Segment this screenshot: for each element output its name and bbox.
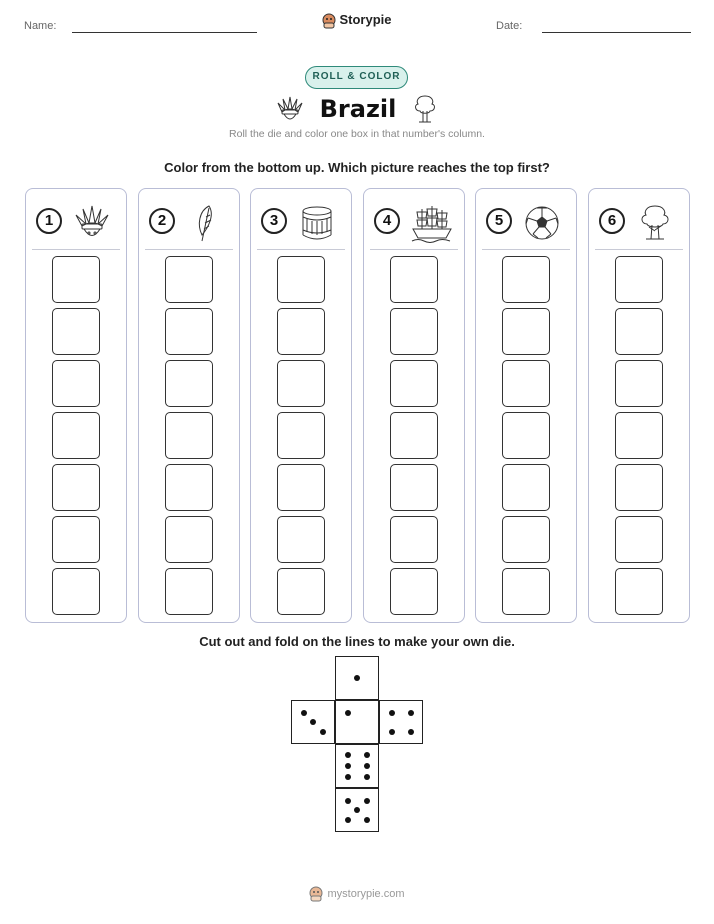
die-face-3	[291, 700, 335, 744]
die-pip	[364, 798, 370, 804]
color-box[interactable]	[277, 412, 325, 459]
column-header	[149, 203, 229, 243]
roll-and-color-badge: ROLL & COLOR	[305, 66, 408, 89]
die-face-1	[335, 656, 379, 700]
brand-logo	[0, 12, 714, 29]
color-box[interactable]	[277, 568, 325, 615]
column-header	[36, 203, 116, 243]
die-pip	[320, 729, 326, 735]
column-number: 1	[36, 208, 62, 234]
color-box[interactable]	[165, 412, 213, 459]
die-face-1	[335, 700, 379, 744]
title-row	[0, 93, 714, 125]
column-divider	[595, 249, 683, 250]
date-line	[542, 32, 691, 33]
die-pip	[364, 774, 370, 780]
color-box[interactable]	[615, 568, 663, 615]
footer	[0, 886, 714, 902]
feather-icon	[185, 203, 225, 243]
color-box[interactable]	[502, 464, 550, 511]
headdress-icon	[275, 93, 305, 125]
die-pip	[301, 710, 307, 716]
color-box[interactable]	[165, 516, 213, 563]
color-box[interactable]	[52, 516, 100, 563]
color-box[interactable]	[502, 308, 550, 355]
color-box[interactable]	[277, 256, 325, 303]
column-number: 6	[599, 208, 625, 234]
column-header	[486, 203, 566, 243]
column-3	[250, 188, 352, 623]
headdress-icon	[72, 203, 112, 243]
color-box[interactable]	[165, 256, 213, 303]
page-title: Brazil	[319, 95, 397, 123]
ship-icon	[410, 203, 454, 243]
color-box[interactable]	[615, 256, 663, 303]
color-box[interactable]	[502, 412, 550, 459]
color-box[interactable]	[165, 360, 213, 407]
color-box[interactable]	[615, 464, 663, 511]
column-divider	[370, 249, 458, 250]
color-box[interactable]	[502, 568, 550, 615]
die-pip	[310, 719, 316, 725]
brand-name: Storypie	[339, 12, 392, 27]
column-header	[599, 203, 679, 243]
die-pip	[364, 763, 370, 769]
die-pip	[345, 817, 351, 823]
color-box[interactable]	[502, 360, 550, 407]
color-box[interactable]	[502, 256, 550, 303]
die-pip	[389, 729, 395, 735]
column-6	[588, 188, 690, 623]
tree-icon	[635, 203, 675, 243]
die-face-5	[335, 788, 379, 832]
color-box[interactable]	[52, 308, 100, 355]
die-face-6	[335, 744, 379, 788]
die-pip	[345, 763, 351, 769]
color-box[interactable]	[390, 256, 438, 303]
color-box[interactable]	[615, 308, 663, 355]
name-line	[72, 32, 257, 33]
column-header	[374, 203, 454, 243]
column-number: 3	[261, 208, 287, 234]
storypie-mascot-icon	[309, 886, 323, 902]
die-pip	[345, 774, 351, 780]
color-box[interactable]	[615, 360, 663, 407]
drum-icon	[297, 203, 337, 243]
die-pip	[364, 752, 370, 758]
die-pip	[389, 710, 395, 716]
column-number: 2	[149, 208, 175, 234]
die-pip	[354, 675, 360, 681]
color-box[interactable]	[390, 412, 438, 459]
color-box[interactable]	[277, 464, 325, 511]
color-box[interactable]	[277, 516, 325, 563]
color-box[interactable]	[390, 568, 438, 615]
color-box[interactable]	[52, 360, 100, 407]
storypie-mascot-icon	[322, 13, 336, 29]
die-pip	[345, 752, 351, 758]
die-pip	[345, 710, 351, 716]
column-divider	[257, 249, 345, 250]
color-box[interactable]	[390, 360, 438, 407]
color-box[interactable]	[52, 256, 100, 303]
die-pip	[354, 807, 360, 813]
soccer-ball-icon	[522, 203, 562, 243]
die-pip	[345, 798, 351, 804]
color-box[interactable]	[502, 516, 550, 563]
subtitle: Roll the die and color one box in that number's column.	[229, 128, 485, 140]
color-box[interactable]	[390, 516, 438, 563]
tree-icon	[411, 93, 439, 125]
column-1	[25, 188, 127, 623]
color-box[interactable]	[615, 516, 663, 563]
column-5	[475, 188, 577, 623]
instruction: Color from the bottom up. Which picture reaches the top first?	[164, 160, 550, 175]
column-header	[261, 203, 341, 243]
color-box[interactable]	[277, 360, 325, 407]
column-number: 4	[374, 208, 400, 234]
die-face-4	[379, 700, 423, 744]
date-label: Date:	[496, 20, 523, 32]
name-label: Name:	[24, 20, 57, 32]
column-divider	[482, 249, 570, 250]
color-box[interactable]	[390, 464, 438, 511]
color-box[interactable]	[165, 568, 213, 615]
die-pip	[408, 729, 414, 735]
color-box[interactable]	[615, 412, 663, 459]
color-box[interactable]	[52, 568, 100, 615]
color-box[interactable]	[165, 464, 213, 511]
column-divider	[32, 249, 120, 250]
color-box[interactable]	[52, 412, 100, 459]
color-box[interactable]	[277, 308, 325, 355]
die-pip	[408, 710, 414, 716]
color-box[interactable]	[165, 308, 213, 355]
die-instruction: Cut out and fold on the lines to make your own die.	[199, 634, 515, 649]
column-2	[138, 188, 240, 623]
column-4	[363, 188, 465, 623]
color-box[interactable]	[52, 464, 100, 511]
column-divider	[145, 249, 233, 250]
column-number: 5	[486, 208, 512, 234]
footer-url[interactable]: mystorypie.com	[327, 887, 405, 900]
die-pip	[364, 817, 370, 823]
color-box[interactable]	[390, 308, 438, 355]
